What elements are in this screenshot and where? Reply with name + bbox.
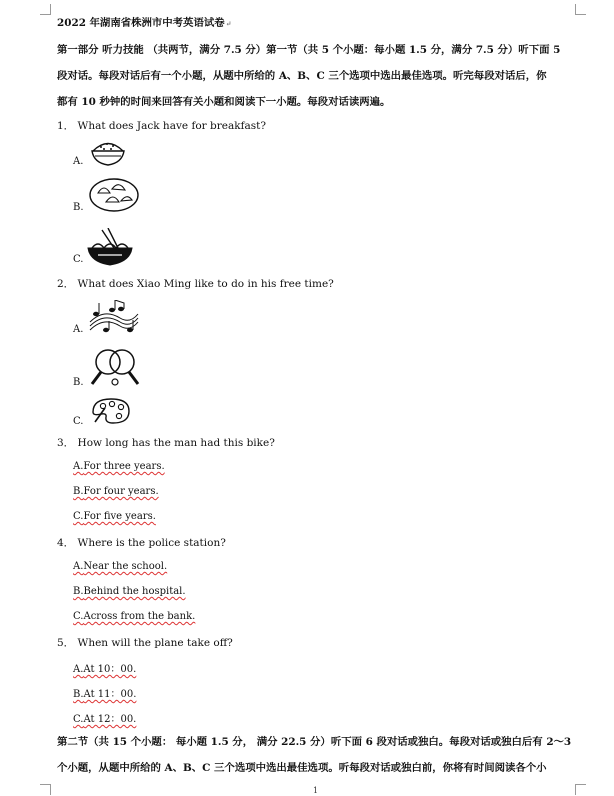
margin-corner-bottom-right <box>575 784 586 795</box>
rice-bowl-icon <box>88 138 128 168</box>
margin-corner-top-right <box>575 4 586 15</box>
question-1-option-b[interactable]: B. <box>73 202 84 213</box>
question-4-option-a[interactable]: A.Near the school. <box>73 561 168 572</box>
question-4-option-c[interactable]: C.Across from the bank. <box>73 611 196 622</box>
question-2-option-c[interactable]: C. <box>73 416 84 427</box>
question-1-option-c[interactable]: C. <box>73 254 84 265</box>
question-1-option-a[interactable]: A. <box>73 156 84 167</box>
question-5: 5． When will the plane take off? <box>57 637 233 649</box>
section1-intro: 第一部分 听力技能 （共两节，满分 7.5 分）第一节（共 5 个小题：每小题 1.5 分，满分 7.5 分）听下面 5 段对话。每段对话后有一个小题，从题中所给的 A、B、C 三个选项中选出最佳选项。听完每段对话后，你 都有 10 秒钟的时间来回答有关小题和阅读下一小题。每段对话读两遍。 <box>57 44 561 108</box>
question-1: 1． What does Jack have for breakfast? <box>57 120 266 132</box>
page-number: 1 <box>313 786 319 795</box>
question-3-option-c[interactable]: C.For five years. <box>73 511 156 522</box>
question-5-option-a[interactable]: A.At 10：00. <box>73 664 137 675</box>
question-2-option-b[interactable]: B. <box>73 377 84 388</box>
question-4: 4． Where is the police station? <box>57 537 226 549</box>
margin-corner-top-left <box>40 4 51 15</box>
question-3-option-b[interactable]: B.For four years. <box>73 486 159 497</box>
music-notes-icon <box>86 300 140 336</box>
question-5-option-b[interactable]: B.At 11：00. <box>73 689 137 700</box>
dumplings-plate-icon <box>88 177 140 213</box>
ping-pong-paddles-icon <box>88 348 142 388</box>
page-title: 2022 年湖南省株洲市中考英语试卷↵ <box>57 17 232 29</box>
question-3: 3． How long has the man had this bike? <box>57 437 275 449</box>
noodles-bowl-icon <box>84 228 136 268</box>
question-3-option-a[interactable]: A.For three years. <box>73 461 165 472</box>
section2-intro: 第二节（共 15 个小题： 每小题 1.5 分， 满分 22.5 分）听下面 6 段对话或独白。每段对话或独白后有 2～3 个小题，从题中所给的 A、B、C 三个选项中选出最佳选项。听每段对话或独白前，你将有时间阅读各个小 <box>57 736 572 774</box>
question-5-option-c[interactable]: C.At 12：00. <box>73 714 137 725</box>
question-2-option-a[interactable]: A. <box>73 324 84 335</box>
question-2: 2． What does Xiao Ming like to do in his free time? <box>57 278 334 290</box>
question-4-option-b[interactable]: B.Behind the hospital. <box>73 586 186 597</box>
paint-palette-icon <box>89 396 133 426</box>
margin-corner-bottom-left <box>40 784 51 795</box>
